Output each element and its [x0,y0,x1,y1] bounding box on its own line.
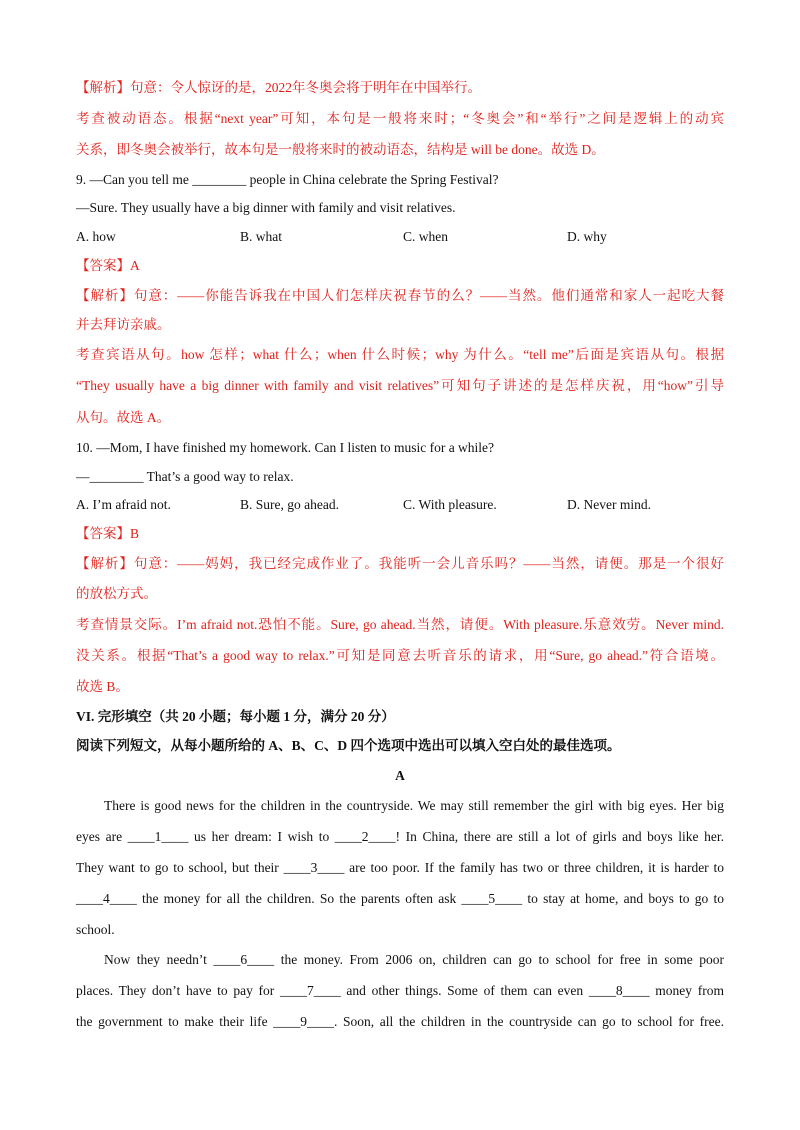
q9-analysis-line-2: 并去拜访亲戚。 [76,317,171,332]
passage-line-1: There is good news for the children in the countryside. We may still remember the girl with big eyes. Her big [104,798,724,813]
q9-analysis-line-4: “They usually have a big dinner with family and visit relatives”可知句子讲述的是怎样庆祝，用“how”引导 [76,378,724,393]
q10-option-c: C. With pleasure. [403,497,497,512]
q10-answer: 【答案】B [76,526,140,541]
passage-line-5: school. [76,922,115,937]
prev-analysis-line-2: 考查被动语态。根据“next year”可知，本句是一般将来时；“冬奥会”和“举行”之间是逻辑上的动宾 [76,111,724,126]
q10-analysis-line-2: 的放松方式。 [76,586,157,601]
q9-option-b: B. what [240,229,282,244]
q9-option-d: D. why [567,229,607,244]
passage-line-7: places. They don’t have to pay for ____7____ and other things. Some of them can even ____8____ money from [76,983,724,998]
q10-analysis-line-4: 没关系。根据“That’s a good way to relax.”可知是同意去听音乐的请求，用“Sure, go ahead.”符合语境。 [76,648,724,663]
q10-analysis-line-3: 考查情景交际。I’m afraid not.恐怕不能。Sure, go ahead.当然，请便。With pleasure.乐意效劳。Never mind. [76,617,724,632]
q10-analysis-line-5: 故选 B。 [76,679,129,694]
q10-reply: —________ That’s a good way to relax. [76,469,294,484]
prev-analysis-line-1: 【解析】句意：令人惊讶的是，2022年冬奥会将于明年在中国举行。 [76,80,481,95]
prev-analysis-line-3: 关系，即冬奥会被举行，故本句是一般将来时的被动语态，结构是 will be done。故选 D。 [76,142,605,157]
section-instruction: 阅读下列短文，从每小题所给的 A、B、C、D 四个选项中选出可以填入空白处的最佳选项。 [76,738,621,753]
q10-analysis-line-1: 【解析】句意：——妈妈，我已经完成作业了。我能听一会儿音乐吗？——当然，请便。那是一个很好 [76,556,724,571]
passage-line-8: the government to make their life ____9____. Soon, all the children in the countryside can go to school for free. [76,1014,724,1029]
passage-line-4: ____4____ the money for all the children. So the parents often ask ____5____ to stay at home, and boys to go to [76,891,724,906]
q9-analysis-line-5: 从句。故选 A。 [76,410,171,425]
q10-option-b: B. Sure, go ahead. [240,497,339,512]
q9-stem: 9. —Can you tell me ________ people in China celebrate the Spring Festival? [76,172,499,187]
passage-line-6: Now they needn’t ____6____ the money. From 2006 on, children can go to school for free in some poor [104,952,724,967]
q10-option-d: D. Never mind. [567,497,651,512]
q9-option-a: A. how [76,229,116,244]
passage-label: A [395,768,405,783]
q9-option-c: C. when [403,229,448,244]
q9-analysis-line-3: 考查宾语从句。how 怎样；what 什么；when 什么时候；why 为什么。“tell me”后面是宾语从句。根据 [76,347,724,362]
q9-answer: 【答案】A [76,258,140,273]
q10-options [76,495,724,515]
section-heading: VI. 完形填空（共 20 小题；每小题 1 分，满分 20 分） [76,709,395,724]
q9-options [76,227,724,247]
passage-line-3: They want to go to school, but their ____3____ are too poor. If the family has two or three children, it is harder to [76,860,724,875]
q9-reply: —Sure. They usually have a big dinner with family and visit relatives. [76,200,456,215]
q9-analysis-line-1: 【解析】句意：——你能告诉我在中国人们怎样庆祝春节的么？——当然。他们通常和家人一起吃大餐 [76,288,724,303]
passage-line-2: eyes are ____1____ us her dream: I wish to ____2____! In China, there are still a lot of girls and boys like her. [76,829,724,844]
q10-stem: 10. —Mom, I have finished my homework. Can I listen to music for a while? [76,440,495,455]
q10-option-a: A. I’m afraid not. [76,497,171,512]
